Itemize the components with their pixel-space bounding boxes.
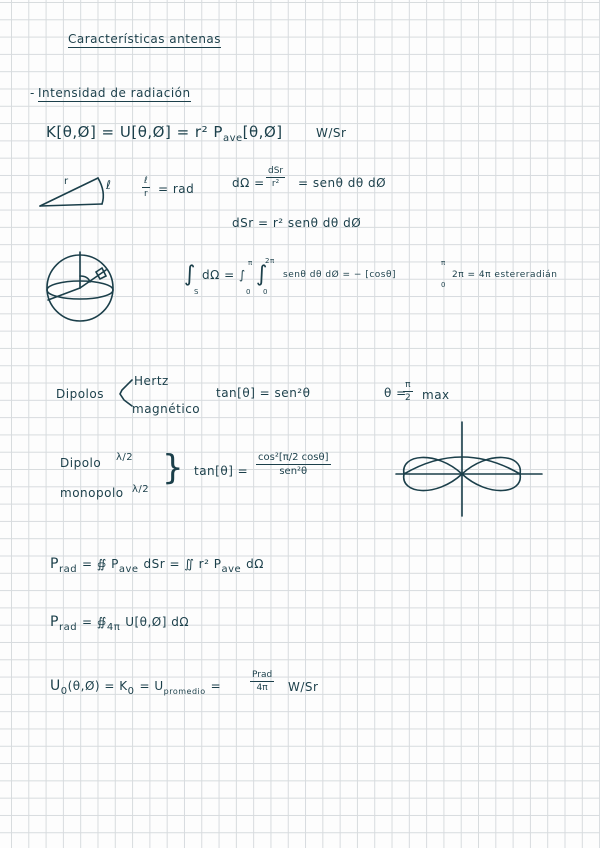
sector-base-line [40,204,102,206]
tan-frac-den: sen²θ [279,466,308,477]
radiation-pattern-figure [396,420,544,518]
prad2-body: = ∯ [82,615,107,629]
u0-eq: = [210,679,222,693]
integral-s-sign: ∫ [184,262,196,287]
unit-w-sr: W/Sr [316,126,347,140]
hertz-label: Hertz [134,374,169,388]
section-dash: - [30,86,35,100]
sector-radius-line [40,178,98,206]
u0-frac-num: Prad [252,670,273,680]
u0-fraction [250,670,274,693]
dipolo-frac: λ/2 [116,452,134,463]
theta-max: max [422,388,450,402]
tan-sen-equation: tan[θ] = sen²θ [216,386,311,400]
sector-drawing [36,172,112,212]
u0-mid: = U [139,679,164,693]
prad1-mid: = ∯ P [82,557,119,571]
sphere-radius [80,270,106,288]
integral-s-sub: S [194,288,199,296]
domega-fraction [266,166,285,189]
prad1-tail-sub: ave [221,563,242,575]
domega-frac-bar [266,177,285,178]
bracket-top: π [441,259,446,267]
tan-frac-bar [256,464,331,465]
u0-left: U [50,678,61,694]
monopolo-frac: λ/2 [132,484,150,495]
intensity-eq-left: K[θ,Ø] = U[θ,Ø] = r² P [46,123,223,141]
intensity-equation [46,123,283,144]
u0-frac-bar [250,681,274,682]
dipolos-label: Dipolos [56,387,104,401]
arc-label-r: r [64,176,69,187]
theta-frac-num: π [405,380,411,390]
domega-frac-num: dSr [268,166,284,176]
u0-prom-sub: promedio [163,686,206,696]
domega-left: dΩ = [232,176,265,190]
arc-label-l: ℓ [106,178,112,192]
prad1-equation [50,556,264,575]
int-lim2-bot: 0 [263,288,268,296]
int-lim1-top: π [248,259,253,267]
u0-frac-den: 4π [256,683,268,693]
theta-frac-bar [403,391,413,392]
page-title: Características antenas [68,32,222,46]
rad-fraction [142,176,150,199]
intensity-eq-right: [θ,Ø] [242,123,283,141]
dipolo-label: Dipolo [60,456,102,470]
rad-frac-num: ℓ [144,176,148,186]
prad1-left: P [50,556,59,572]
integral-domega: dΩ = ∫ [202,268,246,282]
int-lim1-bot: 0 [246,288,251,296]
prad2-left: P [50,614,59,630]
u0-unit: W/Sr [288,680,319,694]
theta-eq: θ = [384,386,407,400]
prad2-equation [50,614,189,633]
integral-result: 2π = 4π estereradián [452,270,558,280]
prad1-sub: rad [58,563,78,575]
bracket-bot: 0 [441,281,446,289]
domega-frac-den: r² [271,179,280,189]
section-heading: Intensidad de radiación [38,86,191,100]
tan-frac-left: tan[θ] = [194,464,249,478]
domega-right: = senθ dθ dØ [298,176,387,190]
sector-arc [98,178,103,204]
monopolo-label: monopolo [60,486,124,500]
sphere-drawing [40,252,120,324]
u0-sub: 0 [60,685,68,697]
int-lim2-top: 2π [265,257,275,265]
u0-body: (θ,Ø) = K [67,679,128,693]
prad1-mid-sub: ave [118,563,139,575]
rad-frac-bar [142,187,150,188]
magnetico-label: magnético [132,402,201,416]
prad2-int-sub: 4π [106,621,121,633]
intensity-eq-sub: ave [222,133,243,144]
prad2-sub: rad [58,621,78,633]
rad-frac-den: r [144,189,148,199]
rad-label: = rad [158,182,195,196]
prad1-dsr: dSr = ∬ r² P [143,557,222,571]
u0-k-sub: 0 [127,685,135,697]
group-brace: } [162,448,185,488]
u0-equation [50,678,221,697]
integral-second-sign: ∫ [256,262,268,287]
dsr-equation: dSr = r² senθ dθ dØ [232,216,362,230]
prad1-tail: dΩ [246,557,264,571]
integral-body: senθ dθ dØ = − [cosθ] [283,270,397,280]
theta-frac-den: 2 [405,393,411,403]
branch-lines [120,380,132,406]
prad2-tail: U[θ,Ø] dΩ [125,615,190,629]
tan-fraction [256,452,331,477]
theta-fraction [403,380,413,403]
tan-frac-num: cos²[π/2 cosθ] [258,452,329,463]
